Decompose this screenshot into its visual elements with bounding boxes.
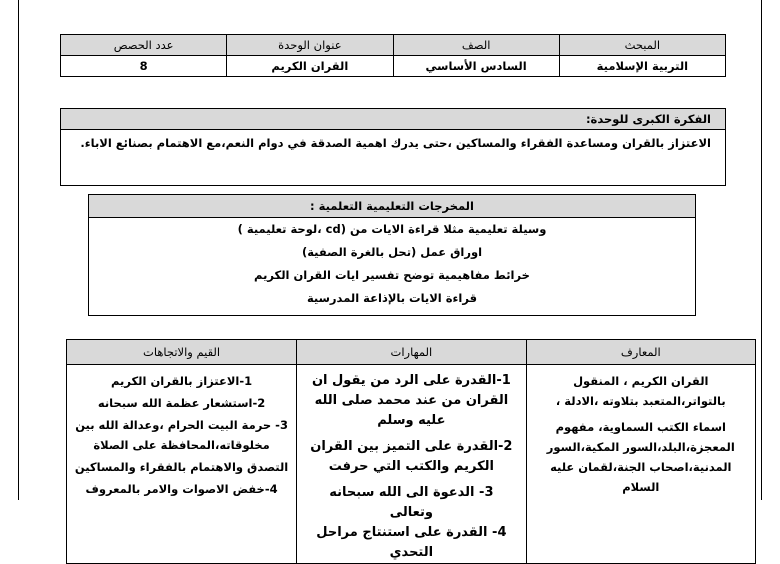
value-grade: السادس الأساسي: [393, 56, 559, 77]
value-subject: التربية الإسلامية: [559, 56, 725, 77]
value-unit-title: القران الكريم: [227, 56, 393, 77]
header-subject: المبحث: [559, 35, 725, 56]
value-lesson-count: 8: [61, 56, 227, 77]
outcome-item: اوراق عمل (تحل بالغرة الصفية): [301, 245, 483, 259]
outcome-item: خرائط مفاهيمية توضح تفسير ايات القران الكريم: [254, 268, 530, 282]
skill-item: 1-القدرة على الرد من يقول ان القران من عند محمد صلى الله عليه وسلم: [311, 373, 511, 428]
knowledge-item: القران الكريم ، المنقول بالتواتر،المتعبد بتلاوته ،الادلة ،: [555, 374, 726, 408]
values-cell: [67, 365, 297, 564]
value-item: 1-الاعتزاز بالقران الكريم: [111, 374, 253, 388]
value-item: 3- حرمة البيت الحرام ،وعدالة الله بين مخلوقاته،المحافظة على الصلاة: [75, 418, 288, 452]
value-item: 2-استشعار عظمة الله سبحانه: [97, 396, 266, 410]
outcome-item: قراءة الايات بالإذاعة المدرسية: [306, 291, 478, 305]
value-item: 4-خفض الاصوات والامر بالمعروف: [85, 482, 278, 496]
big-idea-title: الفكرة الكبرى للوحدة:: [61, 109, 725, 130]
outcomes-title: المخرجات التعليمية التعلمية :: [89, 195, 695, 218]
knowledge-item: اسماء الكتب السماوية، مفهوم المعجزة،البلد،السور المكية،السور المدنية،اصحاب الجنة،لقمان عليه السلام: [546, 420, 735, 494]
header-skills: المهارات: [297, 340, 526, 365]
outcome-item: وسيلة تعليمية مثلا قراءة الايات من (cd ،لوحة تعليمية ): [237, 222, 547, 236]
header-lesson-count: عدد الحصص: [61, 35, 227, 56]
knowledge-skills-values-table: [66, 339, 756, 564]
skill-item: 2-القدرة على التميز بين القران الكريم والكتب التي حرفت: [310, 439, 513, 474]
learning-outcomes-box: [88, 194, 696, 316]
skills-cell: [297, 365, 526, 564]
big-idea-text: الاعتزاز بالقران ومساعدة الفقراء والمساكين ،حتى يدرك اهمية الصدقة في دوام النعم،مع الاهتمام بصنائع الاباء.: [80, 136, 711, 150]
header-unit-title: عنوان الوحدة: [227, 35, 393, 56]
unit-info-table: [60, 34, 726, 77]
header-knowledge: المعارف: [526, 340, 755, 365]
header-grade: الصف: [393, 35, 559, 56]
header-values: القيم والاتجاهات: [67, 340, 297, 365]
skill-item: 4- القدرة على استنتاج مراحل التحدي: [316, 525, 507, 560]
value-item: التصدق والاهتمام بالفقراء والمساكين: [74, 460, 289, 474]
big-idea-box: [60, 108, 726, 186]
skill-item: 3- الدعوة الى الله سبحانه وتعالى: [329, 485, 494, 520]
knowledge-cell: [526, 365, 755, 564]
